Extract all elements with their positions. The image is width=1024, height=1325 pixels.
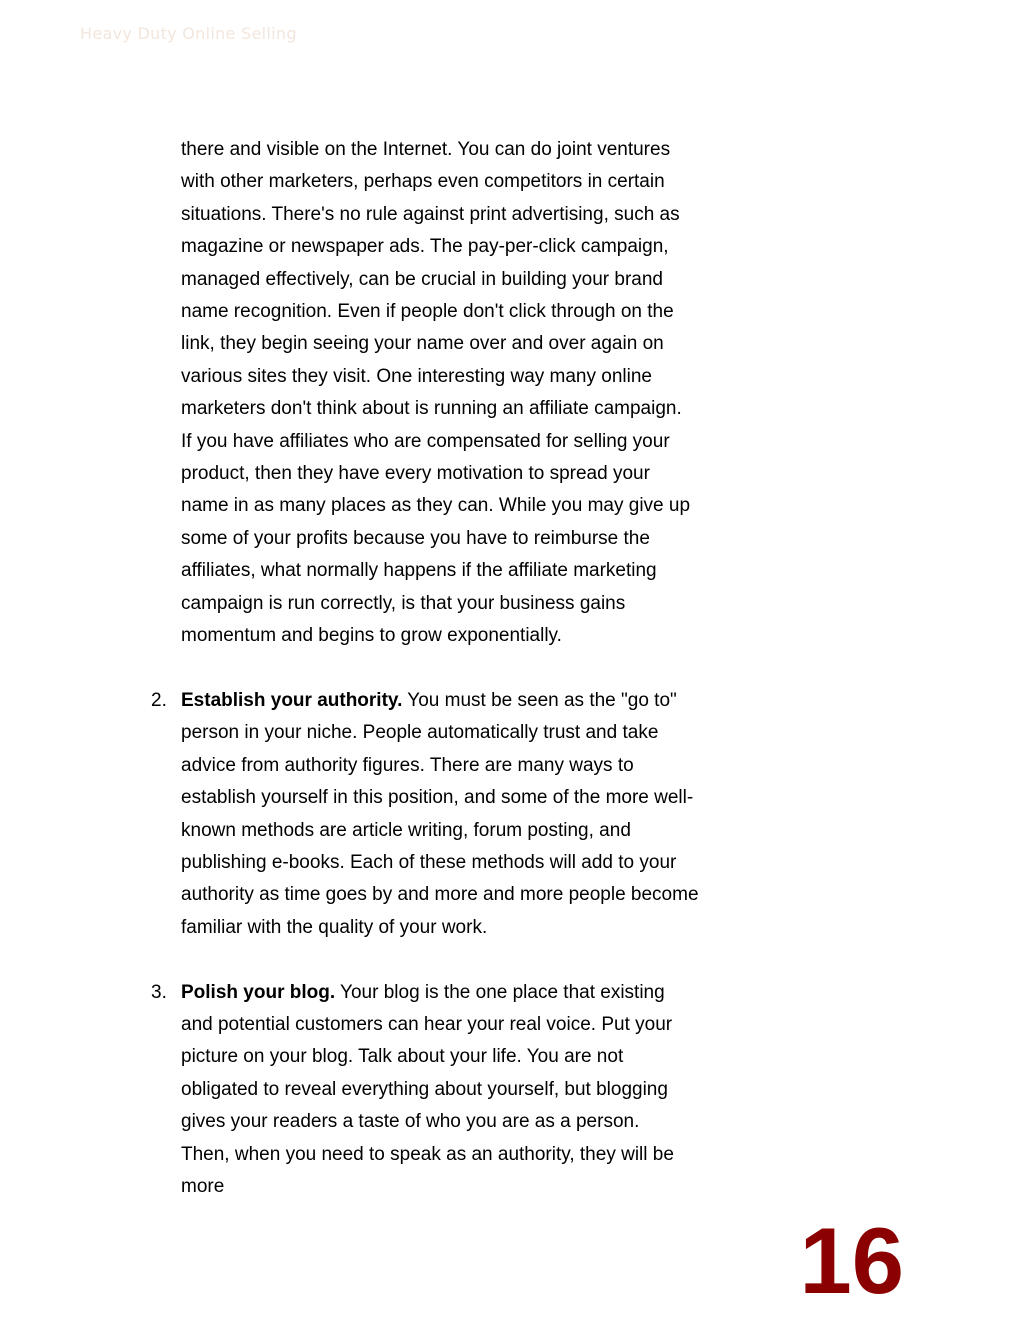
text-line: and potential customers can hear your real voice. Put your xyxy=(181,1013,673,1035)
text-line: situations. There's no rule against print advertising, such as xyxy=(181,203,680,225)
text-line: product, then they have every motivation to spread your xyxy=(181,463,650,485)
list-item-number: 2. xyxy=(151,689,167,711)
text-line: campaign is run correctly, is that your business gains xyxy=(181,592,626,614)
text-line: name in as many places as they can. While you may give up xyxy=(181,495,691,517)
text-line: some of your profits because you have to reimburse the xyxy=(181,527,650,549)
intro-paragraph xyxy=(181,134,741,653)
text-line: momentum and begins to grow exponentially. xyxy=(181,625,562,647)
text-line: gives your readers a taste of who you are as a person. xyxy=(181,1111,640,1133)
list-item-establish-authority xyxy=(151,685,741,944)
text-line: picture on your blog. Talk about your life. You are not xyxy=(181,1046,624,1068)
list-item-title: Polish your blog. xyxy=(181,981,336,1003)
text-line: magazine or newspaper ads. The pay-per-click campaign, xyxy=(181,236,669,258)
text-line: advice from authority figures. There are many ways to xyxy=(181,754,634,776)
text-line: managed effectively, can be crucial in building your brand xyxy=(181,268,663,290)
text-line: If you have affiliates who are compensated for selling your xyxy=(181,430,670,452)
page-body xyxy=(151,134,741,1203)
text-line xyxy=(181,977,741,1009)
text-line: establish yourself in this position, and some of the more well- xyxy=(181,787,694,809)
list-item-lead-text: Your blog is the one place that existing xyxy=(335,981,665,1003)
text-line: name recognition. Even if people don't click through on the xyxy=(181,301,674,323)
text-line: known methods are article writing, forum posting, and xyxy=(181,819,631,841)
list-item-number: 3. xyxy=(151,981,167,1003)
list-item-polish-blog xyxy=(151,977,741,1204)
text-line: various sites they visit. One interesting way many online xyxy=(181,365,652,387)
text-line: person in your niche. People automatically trust and take xyxy=(181,722,659,744)
text-line: there and visible on the Internet. You can do joint ventures xyxy=(181,139,671,160)
list-item-title: Establish your authority. xyxy=(181,689,403,711)
page-number: 16 xyxy=(799,1208,904,1313)
text-line: obligated to reveal everything about yourself, but blogging xyxy=(181,1078,668,1100)
text-line: marketers don't think about is running an affiliate campaign. xyxy=(181,398,682,420)
text-line: publishing e-books. Each of these methods will add to your xyxy=(181,851,677,873)
text-line: authority as time goes by and more and more people become xyxy=(181,884,699,906)
text-line: link, they begin seeing your name over and over again on xyxy=(181,333,664,355)
text-line: with other marketers, perhaps even competitors in certain xyxy=(181,171,665,193)
list-item-lead-text: You must be seen as the "go to" xyxy=(402,689,677,711)
running-header: Heavy Duty Online Selling xyxy=(80,24,297,43)
text-line: familiar with the quality of your work. xyxy=(181,916,488,938)
text-line: Then, when you need to speak as an authority, they will be xyxy=(181,1143,674,1165)
text-line: more xyxy=(181,1175,225,1197)
text-line xyxy=(181,685,741,717)
text-line: affiliates, what normally happens if the affiliate marketing xyxy=(181,560,657,582)
